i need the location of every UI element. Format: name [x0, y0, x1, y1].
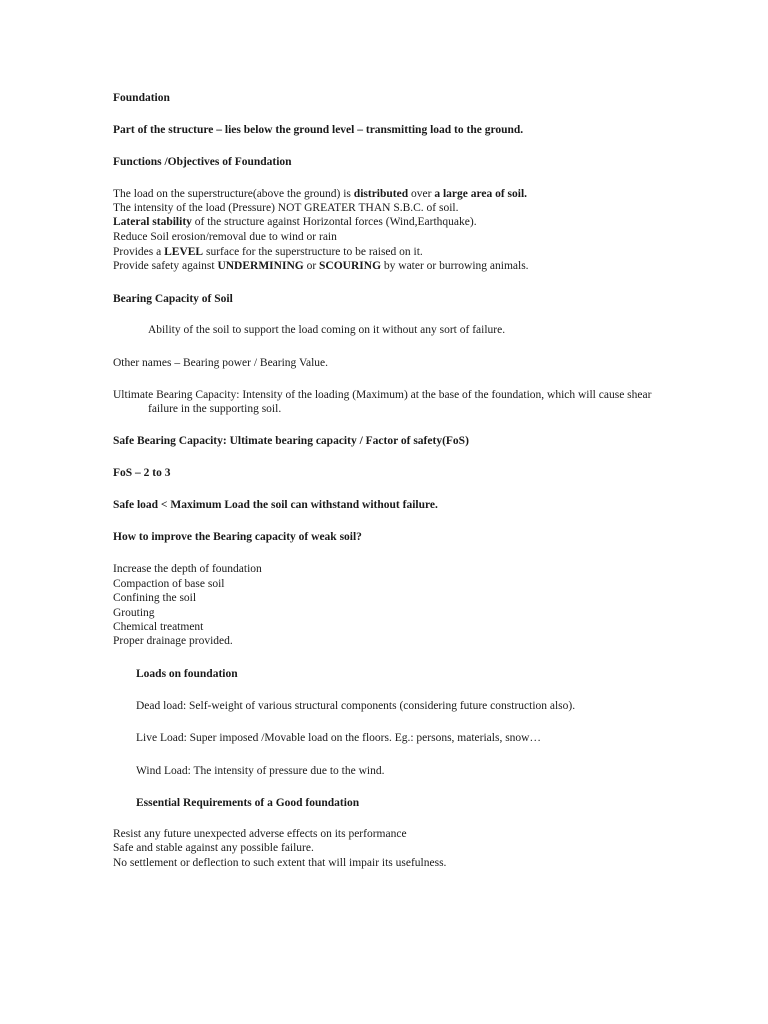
- foundation-definition: Part of the structure – lies below the ground level – transmitting load to the ground.: [113, 124, 524, 136]
- ultimate-bearing-line-1: Ultimate Bearing Capacity: Intensity of the loading (Maximum) at the base of the foundation, which will cause shear: [113, 389, 652, 401]
- function-line-1: [113, 187, 527, 201]
- function-6-text-e: by water or burrowing animals.: [381, 260, 529, 272]
- requirement-item: No settlement or deflection to such extent that will impair its usefulness.: [113, 857, 447, 869]
- requirement-item: Safe and stable against any possible failure.: [113, 842, 314, 854]
- function-5-text-a: Provides a: [113, 246, 165, 258]
- function-6-text-d: SCOURING: [319, 260, 382, 272]
- function-1-text-c: over: [408, 188, 435, 200]
- function-6-text-a: Provide safety against: [113, 260, 218, 272]
- function-line-2: The intensity of the load (Pressure) NOT GREATER THAN S.B.C. of soil.: [113, 202, 459, 214]
- improve-item: Compaction of base soil: [113, 578, 225, 590]
- safe-bearing-capacity: Safe Bearing Capacity: Ultimate bearing capacity / Factor of safety(FoS): [113, 435, 469, 447]
- loads-heading: Loads on foundation: [136, 668, 238, 680]
- function-6-text-b: UNDERMINING: [217, 260, 304, 272]
- wind-load: Wind Load: The intensity of pressure due to the wind.: [136, 765, 385, 777]
- function-1-text-b: distributed: [353, 188, 409, 200]
- function-line-3: [113, 215, 477, 229]
- improve-item: Proper drainage provided.: [113, 635, 233, 647]
- function-1-text-d: a large area of soil.: [434, 188, 528, 200]
- function-5-text-b: LEVEL: [164, 246, 204, 258]
- live-load: Live Load: Super imposed /Movable load on the floors. Eg.: persons, materials, snow…: [136, 732, 541, 744]
- function-1-text-a: The load on the superstructure(above the ground) is: [113, 188, 354, 200]
- improve-item: Chemical treatment: [113, 621, 204, 633]
- functions-heading: Functions /Objectives of Foundation: [113, 156, 292, 168]
- factor-of-safety: FoS – 2 to 3: [113, 467, 171, 479]
- function-line-5: [113, 245, 423, 259]
- bearing-capacity-definition: Ability of the soil to support the load coming on it without any sort of failure.: [148, 324, 506, 336]
- improve-item: Confining the soil: [113, 592, 197, 604]
- improve-heading: How to improve the Bearing capacity of weak soil?: [113, 531, 362, 543]
- function-3-text-b: of the structure against Horizontal forces (Wind,Earthquake).: [191, 216, 477, 228]
- ultimate-bearing-line-2: failure in the supporting soil.: [148, 403, 282, 415]
- requirement-item: Resist any future unexpected adverse effects on its performance: [113, 828, 407, 840]
- bearing-capacity-heading: Bearing Capacity of Soil: [113, 293, 233, 305]
- document-title: Foundation: [113, 92, 170, 104]
- improve-item: Increase the depth of foundation: [113, 563, 262, 575]
- requirements-heading: Essential Requirements of a Good foundation: [136, 797, 360, 809]
- function-6-text-c: or: [303, 260, 320, 272]
- function-5-text-c: surface for the superstructure to be raised on it.: [203, 246, 423, 258]
- safe-load: Safe load < Maximum Load the soil can withstand without failure.: [113, 499, 438, 511]
- dead-load: Dead load: Self-weight of various structural components (considering future construction also).: [136, 700, 576, 712]
- other-names: Other names – Bearing power / Bearing Value.: [113, 357, 329, 369]
- function-line-6: [113, 259, 529, 273]
- function-3-text-a: Lateral stability: [113, 216, 192, 228]
- function-line-4: Reduce Soil erosion/removal due to wind or rain: [113, 231, 337, 243]
- improve-item: Grouting: [113, 607, 155, 619]
